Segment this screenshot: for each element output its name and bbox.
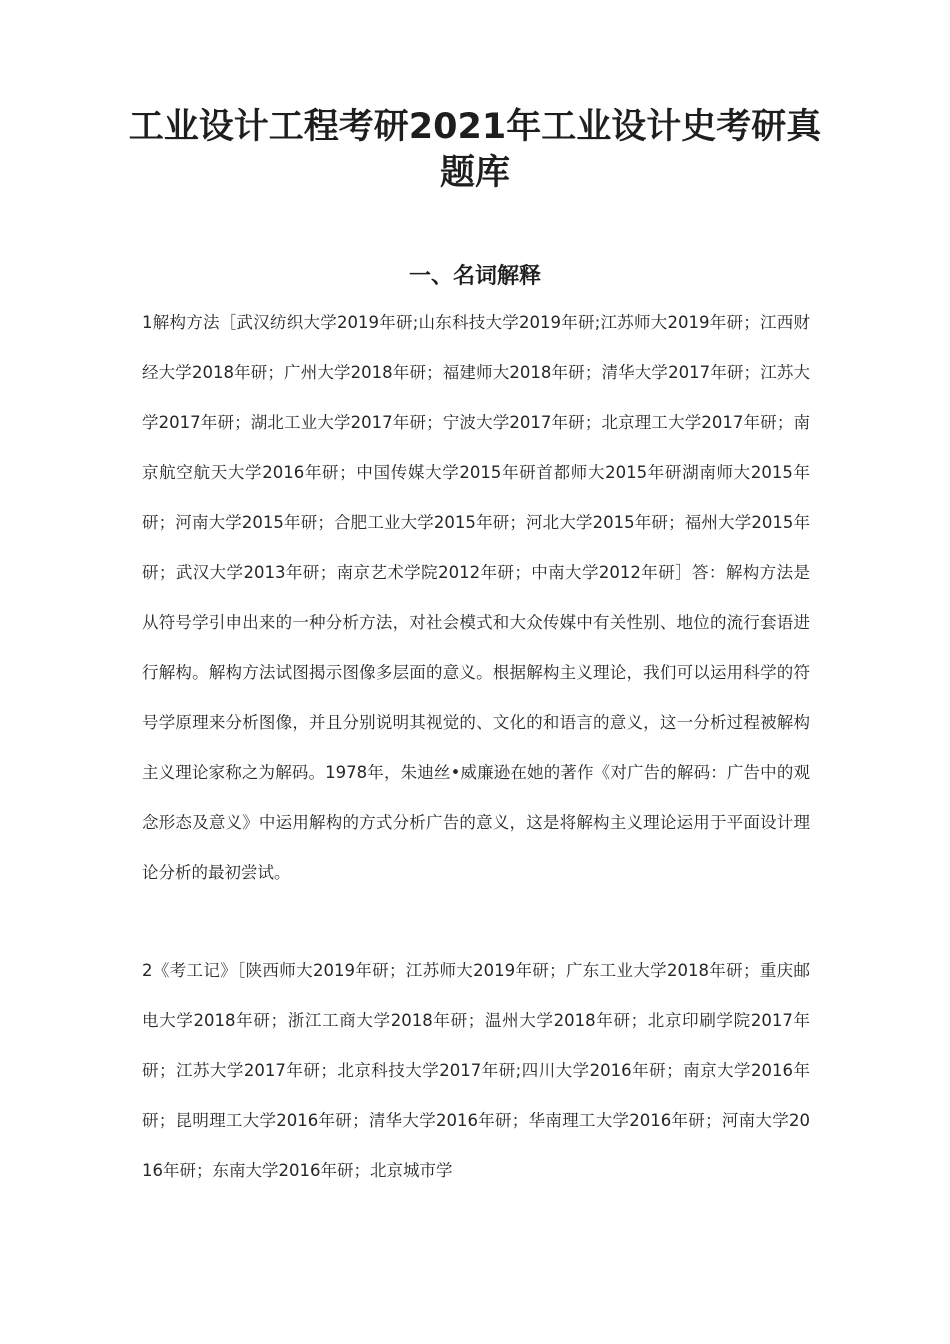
section-heading: 一、名词解释 xyxy=(408,264,541,289)
document-title: 工业设计工程考研2021年工业设计史考研真题库 xyxy=(128,107,822,193)
term-entry-kaogongji: 2《考工记》［陕西师大2019年研；江苏师大2019年研；广东工业大学2018年研；重庆邮电大学2018年研；浙江工商大学2018年研；温州大学2018年研；北京印刷学院2017年研；江苏大学2017年研；北京科技大学2017年研;四川大学2016年研；南京大学2016年研；昆明理工大学2016年研；清华大学2016年研；华南理工大学2016年研；河南大学2016年研；东南大学2016年研；北京城市学 xyxy=(142,961,810,1180)
term-entry-deconstruction: 1解构方法［武汉纺织大学2019年研;山东科技大学2019年研;江苏师大2019年研；江西财经大学2018年研；广州大学2018年研；福建师大2018年研；清华大学2017年研；江苏大学2017年研；湖北工业大学2017年研；宁波大学2017年研；北京理工大学2017年研；南京航空航天大学2016年研；中国传媒大学2015年研首都师大2015年研湖南师大2015年研；河南大学2015年研；合肥工业大学2015年研；河北大学2015年研；福州大学2015年研；武汉大学2013年研；南京艺术学院2012年研；中南大学2012年研］答：解构方法是从符号学引申出来的一种分析方法，对社会模式和大众传媒中有关性别、地位的流行套语进行解构。解构方法试图揭示图像多层面的意义。根据解构主义理论，我们可以运用科学的符号学原理来分析图像，并且分别说明其视觉的、文化的和语言的意义，这一分析过程被解构主义理论家称之为解码。1978年，朱迪丝•威廉逊在她的著作《对广告的解码：广告中的观念形态及意义》中运用解构的方式分析广告的意义，这是将解构主义理论运用于平面设计理论分析的最初尝试。 xyxy=(142,313,810,882)
